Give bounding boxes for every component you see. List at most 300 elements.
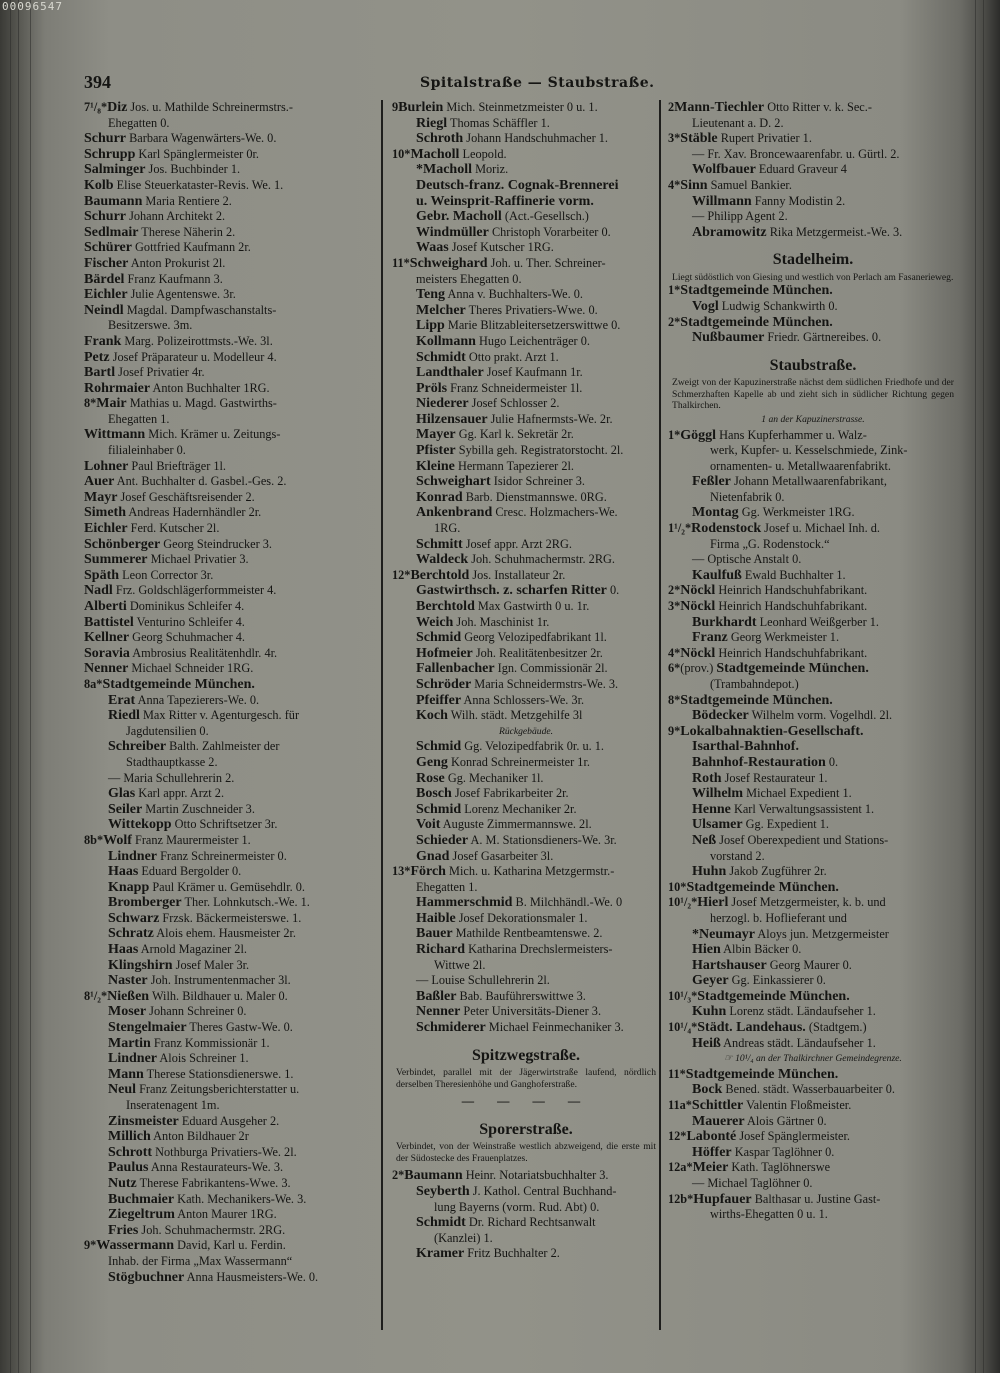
directory-entry <box>84 1176 374 1192</box>
entry-name: Macholl <box>410 146 460 162</box>
entry-name: Schweighard <box>409 255 488 271</box>
entry-text: Michael Privatier 3. <box>147 552 249 567</box>
entry-name: Pfister <box>416 443 456 459</box>
entry-text: Ehegatten 1. <box>108 411 170 426</box>
entry-text: Heinrich Handschuhfabrikant. <box>715 583 868 598</box>
directory-entry <box>84 537 374 553</box>
entry-text: David, Karl u. Ferdin. <box>174 1238 286 1253</box>
entry-text: Ambrosius Realitätenhdlr. 4r. <box>129 645 278 660</box>
entry-text: — Optische Anstalt 0. <box>692 552 802 567</box>
entry-text: Josef Spänglermeister. <box>736 1129 850 1144</box>
directory-entry <box>392 880 660 896</box>
directory-entry <box>668 802 958 818</box>
house-number: 4* <box>668 645 681 660</box>
house-number: 12b* <box>668 1191 694 1206</box>
directory-entry <box>84 1129 374 1145</box>
entry-name: Zinsmeister <box>108 1113 179 1129</box>
directory-entry <box>668 1098 958 1114</box>
entry-text: werk, Kupfer- u. Kesselschmiede, Zink- <box>710 443 908 458</box>
entry-name: Bahnhof-Restauration <box>692 754 826 770</box>
entry-name: Meier <box>692 1160 729 1176</box>
directory-entry <box>84 1051 374 1067</box>
entry-text: Sybilla geh. Registratorstocht. 2l. <box>455 443 624 458</box>
entry-name: Lindner <box>108 848 158 864</box>
directory-entry <box>668 630 958 646</box>
directory-entry <box>668 739 958 755</box>
entry-text: Samuel Bankier. <box>707 177 792 192</box>
directory-entry <box>668 537 958 553</box>
directory-entry <box>84 755 374 771</box>
page-edge <box>975 0 976 1373</box>
directory-entry <box>392 693 660 709</box>
directory-entry <box>392 615 660 631</box>
directory-entry <box>668 599 958 615</box>
directory-entry <box>84 942 374 958</box>
entry-text: Anna Hausmeisters-We. 0. <box>184 1269 319 1284</box>
entry-text: Firma „G. Rodenstock.“ <box>710 536 830 551</box>
entry-text: Anton Buchhalter 1RG. <box>150 380 270 395</box>
entry-text: Moriz. <box>472 162 509 177</box>
entry-text: (Kanzlei) 1. <box>434 1230 493 1245</box>
entry-name: Willmann <box>692 193 752 209</box>
entry-name: Schittler <box>691 1098 744 1114</box>
entry-name: Nießen <box>107 988 150 1004</box>
entry-text: Johann Architekt 2. <box>126 209 226 224</box>
entry-name: Stadtgemeinde München. <box>697 988 850 1004</box>
directory-entry <box>392 303 660 319</box>
entry-text: Maria Rentiere 2. <box>142 193 232 208</box>
entry-text: Lorenz städt. Ländaufseher 1. <box>726 1004 876 1019</box>
entry-name: Schreiber <box>108 739 167 755</box>
entry-text: — Philipp Agent 2. <box>692 209 788 224</box>
entry-name: Haas <box>108 942 139 958</box>
directory-entry <box>668 646 958 662</box>
directory-entry <box>668 677 958 693</box>
entry-text: Franz Zeitungsberichterstatter u. <box>136 1082 300 1097</box>
entry-text: Ehegatten 1. <box>416 879 478 894</box>
entry-name: Frank <box>84 333 122 349</box>
entry-text: Inhab. der Firma „Max Wassermann“ <box>108 1253 293 1268</box>
entry-name: Montag <box>692 505 739 521</box>
entry-text: Lorenz Mechaniker 2r. <box>461 801 577 816</box>
entry-name: *Macholl <box>416 162 472 178</box>
entry-name: Seiler <box>108 801 143 817</box>
entry-text: Wilhelm vorm. Vogelhdl. 2l. <box>748 708 893 723</box>
entry-text: Anna Tapezierers-We. 0. <box>135 692 260 707</box>
entry-name: Hilzensauer <box>416 411 488 427</box>
entry-name: Sedlmair <box>84 224 139 240</box>
entry-text: Josef u. Michael Inh. d. <box>761 521 880 536</box>
entry-text: Friedr. Gärtnereibes. 0. <box>764 330 882 345</box>
entry-text: Josef Kaufmann 1r. <box>483 365 583 380</box>
directory-entry <box>84 1238 374 1254</box>
entry-name: Battistel <box>84 614 134 630</box>
entry-text: Hermann Tapezierer 2l. <box>454 458 574 473</box>
directory-entry <box>668 1160 958 1176</box>
entry-name: u. Weinsprit-Raffinerie vorm. <box>416 193 594 209</box>
entry-name: Schurr <box>84 209 126 225</box>
entry-name: Berchtold <box>416 599 475 614</box>
entry-name: Stadtgemeinde München. <box>686 879 839 895</box>
directory-entry <box>84 693 374 709</box>
entry-text: Therese Stationsdienerswe. 1. <box>143 1066 294 1081</box>
directory-entry <box>84 1036 374 1052</box>
scan-id: 00096547 <box>2 0 63 13</box>
entry-text: J. Kathol. Central Buchhand- <box>469 1184 617 1198</box>
entry-name: Erat <box>108 692 136 708</box>
directory-entry <box>668 817 958 833</box>
entry-name: Schmidt <box>416 1215 466 1231</box>
directory-entry <box>392 131 660 147</box>
directory-entry <box>392 490 660 506</box>
directory-entry <box>668 771 958 787</box>
directory-entry <box>668 1145 958 1161</box>
directory-entry <box>668 178 958 194</box>
entry-name: Schürer <box>84 240 132 256</box>
entry-name: Summerer <box>84 552 148 568</box>
adjacent-page-fragment <box>984 60 1000 560</box>
entry-text: Aloys jun. Metzgermeister <box>755 926 889 941</box>
entry-name: Landthaler <box>416 365 484 381</box>
sub-heading: Rückgebäude. <box>498 725 554 737</box>
entry-name: Waas <box>416 240 449 256</box>
directory-entry <box>84 162 374 178</box>
directory-entry <box>84 864 374 880</box>
section-title-sporer: Sporerstraße. <box>479 1120 573 1138</box>
directory-entry <box>84 318 374 334</box>
directory-entry <box>668 299 958 315</box>
entry-name: Glas <box>108 786 136 802</box>
directory-entry <box>84 661 374 677</box>
directory-entry <box>668 162 958 178</box>
entry-text: Karl appr. Arzt 2. <box>135 786 225 801</box>
page-number: 394 <box>84 72 111 92</box>
directory-entry <box>668 958 958 974</box>
entry-text: (Stadtgem.) <box>805 1020 867 1035</box>
directory-entry <box>84 973 374 989</box>
directory-entry <box>668 443 958 459</box>
entry-name: Mauerer <box>692 1113 745 1129</box>
entry-text: Anna v. Buchhalters-We. 0. <box>445 287 583 302</box>
entry-text: Josef Oberexpedient und Stations- <box>716 832 889 847</box>
directory-entry <box>668 583 958 599</box>
entry-name: Nenner <box>84 661 129 677</box>
entry-name: Wolf <box>103 832 132 848</box>
house-number: 8* <box>84 396 97 411</box>
directory-entry <box>668 330 958 346</box>
house-number: 10¹/₂* <box>668 895 698 910</box>
entry-name: Stadtgemeinde München. <box>680 692 833 708</box>
directory-entry <box>392 942 660 958</box>
directory-entry <box>668 911 958 927</box>
entry-text: Besitzerswe. 3m. <box>108 318 193 333</box>
entry-name: Mann <box>108 1066 144 1082</box>
entry-text: Marg. Polizeirottmsts.-We. 3l. <box>121 333 273 348</box>
directory-entry <box>84 568 374 584</box>
entry-text: Barbara Wagenwärters-We. 0. <box>126 131 277 146</box>
directory-entry <box>84 303 374 319</box>
entry-name: Mayr <box>84 489 118 505</box>
entry-text: — Michael Taglöhner 0. <box>692 1176 813 1190</box>
entry-text: Gg. Mechaniker 1l. <box>444 770 544 785</box>
directory-entry <box>668 880 958 896</box>
entry-name: Gebr. Macholl <box>416 209 502 225</box>
directory-entry <box>84 1114 374 1130</box>
house-number: 3* <box>668 131 681 146</box>
entry-text: Josef appr. Arzt 2RG. <box>462 536 572 551</box>
entry-text: Georg Velozipedfabrikant 1l. <box>461 630 607 645</box>
directory-entry <box>84 911 374 927</box>
entry-text: 0. <box>606 583 620 598</box>
entry-text: 0. <box>825 754 839 769</box>
directory-entry <box>668 708 958 724</box>
directory-entry <box>668 1020 958 1036</box>
entry-text: Anton Prokurist 2l. <box>128 255 226 270</box>
entry-text: Nothburga Privatiers-We. 2l. <box>152 1144 297 1159</box>
entry-text: Theres Privatiers-Wwe. 0. <box>465 302 598 317</box>
house-number: 4* <box>668 177 681 192</box>
directory-entry <box>392 162 660 178</box>
entry-name: Bosch <box>416 786 452 802</box>
house-number: 1* <box>668 427 681 442</box>
house-number: 10* <box>668 879 687 894</box>
entry-text: Ign. Commissionär 2l. <box>494 661 608 676</box>
directory-entry <box>84 272 374 288</box>
entry-name: Schwarz <box>108 910 160 926</box>
entry-text: Jagdutensilien 0. <box>126 723 209 738</box>
directory-entry <box>84 817 374 833</box>
entry-name: Auer <box>84 474 115 490</box>
directory-entry <box>84 1020 374 1036</box>
house-number: 13* <box>392 864 411 879</box>
directory-entry <box>392 1020 660 1036</box>
entry-name: Berchtold <box>410 567 470 583</box>
entry-name: Rodenstock <box>691 521 762 537</box>
entry-name: Wilhelm <box>692 786 744 802</box>
entry-name: Schurr <box>84 131 126 147</box>
entry-name: Pfeiffer <box>416 692 462 708</box>
directory-entry <box>392 739 660 755</box>
house-number: 2* <box>668 583 681 598</box>
entry-text: Balthasar u. Justine Gast- <box>751 1191 881 1206</box>
entry-name: Soravia <box>84 645 130 661</box>
directory-entry <box>392 1200 660 1216</box>
entry-name: Schratz <box>108 926 154 942</box>
spine-edge <box>18 0 19 1373</box>
directory-entry <box>392 833 660 849</box>
entry-name: Kolb <box>84 177 114 193</box>
entry-text: Franz Kommissionär 1. <box>150 1035 270 1050</box>
entry-name: Schrupp <box>84 146 136 162</box>
directory-entry <box>84 1254 374 1270</box>
entry-text: Paul Krämer u. Gemüsehdlr. 0. <box>149 879 305 894</box>
entry-text: Otto Schriftsetzer 3r. <box>171 817 278 832</box>
entry-name: Kollmann <box>416 333 476 349</box>
entry-name: Schmid <box>416 801 462 817</box>
entry-name: Stadtgemeinde München. <box>716 661 869 677</box>
directory-entry <box>84 1270 374 1286</box>
entry-name: Schmid <box>416 630 462 646</box>
entry-text: Konrad Schreinermeister 1r. <box>447 754 590 769</box>
directory-entry <box>668 849 958 865</box>
directory-entry <box>84 552 374 568</box>
directory-entry <box>668 100 958 116</box>
directory-entry <box>668 1176 958 1192</box>
entry-text: Magdal. Dampfwaschanstalts- <box>123 302 277 317</box>
directory-entry <box>668 693 958 709</box>
entry-text: Mich. Steinmetzmeister 0 u. 1. <box>443 100 598 114</box>
directory-entry <box>392 272 660 288</box>
house-number: 10¹/₄* <box>668 1020 698 1035</box>
entry-name: Schmid <box>416 739 462 755</box>
directory-entry <box>392 583 660 599</box>
directory-entry <box>392 849 660 865</box>
entry-text: Ewald Buchhalter 1. <box>741 567 846 582</box>
entry-name: Bock <box>692 1082 723 1098</box>
entry-name: Schrott <box>108 1144 153 1160</box>
entry-name: Paulus <box>108 1160 149 1176</box>
entry-name: Heiß <box>692 1035 721 1051</box>
house-number: 9* <box>84 1238 97 1253</box>
entry-name: Gnad <box>416 848 450 864</box>
entry-text: Josef Kutscher 1RG. <box>448 240 554 255</box>
directory-entry <box>668 490 958 506</box>
entry-name: Neul <box>108 1082 136 1098</box>
entry-text: (prov.) <box>680 661 717 676</box>
directory-entry <box>668 131 958 147</box>
directory-entry <box>392 989 660 1005</box>
entry-name: Ulsamer <box>692 817 743 833</box>
entry-text: Inseratenagent 1m. <box>126 1098 220 1112</box>
directory-entry <box>392 973 660 989</box>
entry-name: Konrad <box>416 489 463 505</box>
entry-text: B. Milchhändl.-We. 0 <box>512 895 623 910</box>
house-number: 6* <box>668 661 681 676</box>
entry-name: Richard <box>416 942 465 958</box>
entry-name: Baumann <box>404 1168 463 1184</box>
entry-text: Gg. Karl k. Sekretär 2r. <box>455 427 574 442</box>
directory-entry <box>668 568 958 584</box>
entry-text: Andreas städt. Ländaufseher 1. <box>720 1035 876 1050</box>
entry-name: Pröls <box>416 380 448 396</box>
entry-name: Fries <box>108 1222 139 1238</box>
entry-text: Fanny Modistin 2. <box>751 193 846 208</box>
directory-entry <box>392 771 660 787</box>
entry-text: Anton Bildhauer 2r <box>150 1129 249 1144</box>
entry-name: Salminger <box>84 162 146 178</box>
entry-name: Hartshauser <box>692 957 767 973</box>
entry-name: Neindl <box>84 302 124 318</box>
directory-entry <box>392 1168 660 1184</box>
directory-entry <box>392 225 660 241</box>
directory-entry <box>668 225 958 241</box>
entry-text: Anton Maurer 1RG. <box>174 1207 277 1222</box>
entry-text: Michael Expedient 1. <box>743 786 852 801</box>
entry-text: vorstand 2. <box>710 848 765 863</box>
directory-entry <box>392 1215 660 1231</box>
directory-entry <box>84 350 374 366</box>
entry-name: Burlein <box>398 100 444 115</box>
directory-entry <box>392 178 660 194</box>
column-rule <box>381 100 383 1330</box>
entry-name: Stadtgemeinde München. <box>102 676 255 692</box>
entry-text: Wittwe 2l. <box>434 957 486 972</box>
entry-text: Joh. Realitätenbesitzer 2r. <box>472 645 603 660</box>
directory-entry <box>392 708 660 724</box>
entry-text: wirths-Ehegatten 0 u. 1. <box>710 1207 828 1222</box>
directory-entry <box>84 771 374 787</box>
directory-entry <box>84 443 374 459</box>
column-1 <box>84 100 374 1285</box>
entry-text: Fritz Buchhalter 2. <box>464 1246 560 1261</box>
directory-entry <box>84 131 374 147</box>
directory-entry <box>668 1067 958 1083</box>
entry-name: Baumann <box>84 193 143 209</box>
directory-entry <box>84 1223 374 1239</box>
entry-text: Joh. Schuhmachermstr. 2RG. <box>138 1222 286 1237</box>
house-number: 2* <box>392 1168 405 1183</box>
entry-text: Cresc. Holzmachers-We. <box>492 505 618 520</box>
directory-entry <box>84 381 374 397</box>
directory-entry <box>84 630 374 646</box>
entry-name: Städt. Landehaus. <box>697 1020 806 1036</box>
directory-entry <box>392 194 660 210</box>
directory-entry <box>84 1082 374 1098</box>
entry-name: Mayer <box>416 427 456 443</box>
entry-text: Joh. Schuhmachermstr. 2RG. <box>468 552 615 567</box>
directory-entry <box>668 615 958 631</box>
directory-entry <box>84 459 374 475</box>
entry-text: Leopold. <box>459 146 507 161</box>
entry-name: Vogl <box>692 299 719 315</box>
entry-text: Leon Corrector 3r. <box>119 567 214 582</box>
entry-name: Lohner <box>84 458 129 474</box>
directory-entry <box>668 194 958 210</box>
entry-text: Alois ehem. Hausmeister 2r. <box>153 926 296 941</box>
directory-entry <box>84 100 374 116</box>
entry-text: Frz. Goldschlägerformmeister 4. <box>112 583 277 598</box>
entry-text: — Fr. Xav. Broncewaarenfabr. u. Gürtl. 2. <box>692 146 900 161</box>
entry-name: Waldeck <box>416 552 469 568</box>
directory-entry <box>668 209 958 225</box>
entry-text: Franz Maurermeister 1. <box>131 832 251 847</box>
house-number: 1* <box>668 283 681 298</box>
entry-text: Heinr. Notariatsbuchhalter 3. <box>462 1168 609 1183</box>
directory-entry <box>392 256 660 272</box>
entry-text: Mathias u. Magd. Gastwirths- <box>126 396 277 411</box>
entry-text: Max Gastwirth 0 u. 1r. <box>474 599 590 613</box>
entry-name: Stögbuchner <box>108 1269 185 1285</box>
entry-text: Barb. Dienstmannswe. 0RG. <box>462 489 607 504</box>
directory-entry <box>668 1192 958 1208</box>
entry-text: Mich. Krämer u. Zeitungs- <box>145 427 281 442</box>
directory-entry <box>668 927 958 943</box>
entry-name: Huhn <box>692 864 727 880</box>
entry-text: Dr. Richard Rechtsanwalt <box>465 1215 596 1230</box>
directory-entry <box>84 412 374 428</box>
directory-entry <box>668 1082 958 1098</box>
entry-text: Valentin Floßmeister. <box>743 1098 852 1113</box>
entry-text: Theres Gastw-We. 0. <box>186 1020 293 1035</box>
entry-text: Joh. Maschinist 1r. <box>453 614 550 629</box>
directory-entry <box>392 350 660 366</box>
house-number: 8a* <box>84 676 103 691</box>
house-number: 11* <box>392 255 410 270</box>
entry-text: Therese Näherin 2. <box>138 224 236 239</box>
entry-name: Lokalbahnaktien-Gesellschaft. <box>680 723 864 739</box>
directory-entry <box>84 739 374 755</box>
directory-entry <box>392 755 660 771</box>
